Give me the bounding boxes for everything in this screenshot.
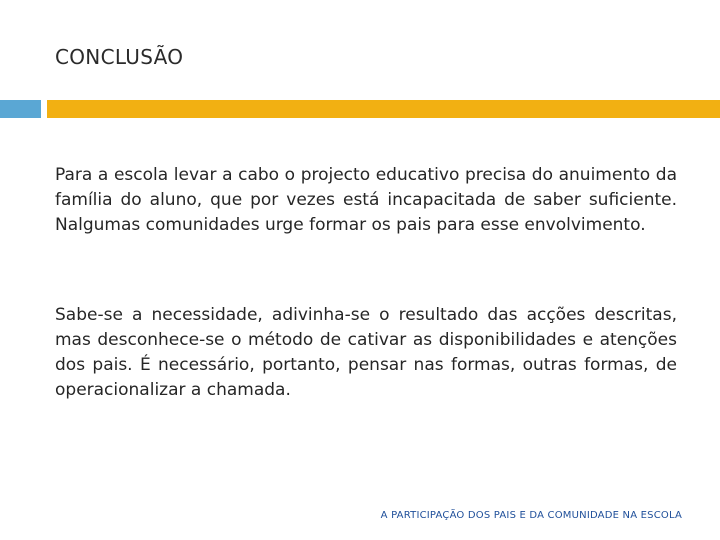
body-paragraph-2: Sabe-se a necessidade, adivinha-se o resultado das acções descritas, mas desconhece-se o método de cativar as disponibilidades e atenções dos pais. É necessário, portanto, pensar nas formas, outras formas, de operacionalizar a chamada.	[55, 305, 677, 400]
slide-footer: A PARTICIPAÇÃO DOS PAIS E DA COMUNIDADE NA ESCOLA	[380, 510, 682, 521]
accent-bar-blue	[0, 100, 41, 118]
slide-title: CONCLUSÃO	[55, 45, 184, 69]
accent-bar-gold	[47, 100, 720, 118]
body-paragraph-1: Para a escola levar a cabo o projecto educativo precisa do anuimento da família do aluno, que por vezes está incapacitada de saber suficiente. Nalgumas comunidades urge formar os pais para esse envolvimento.	[55, 165, 677, 235]
